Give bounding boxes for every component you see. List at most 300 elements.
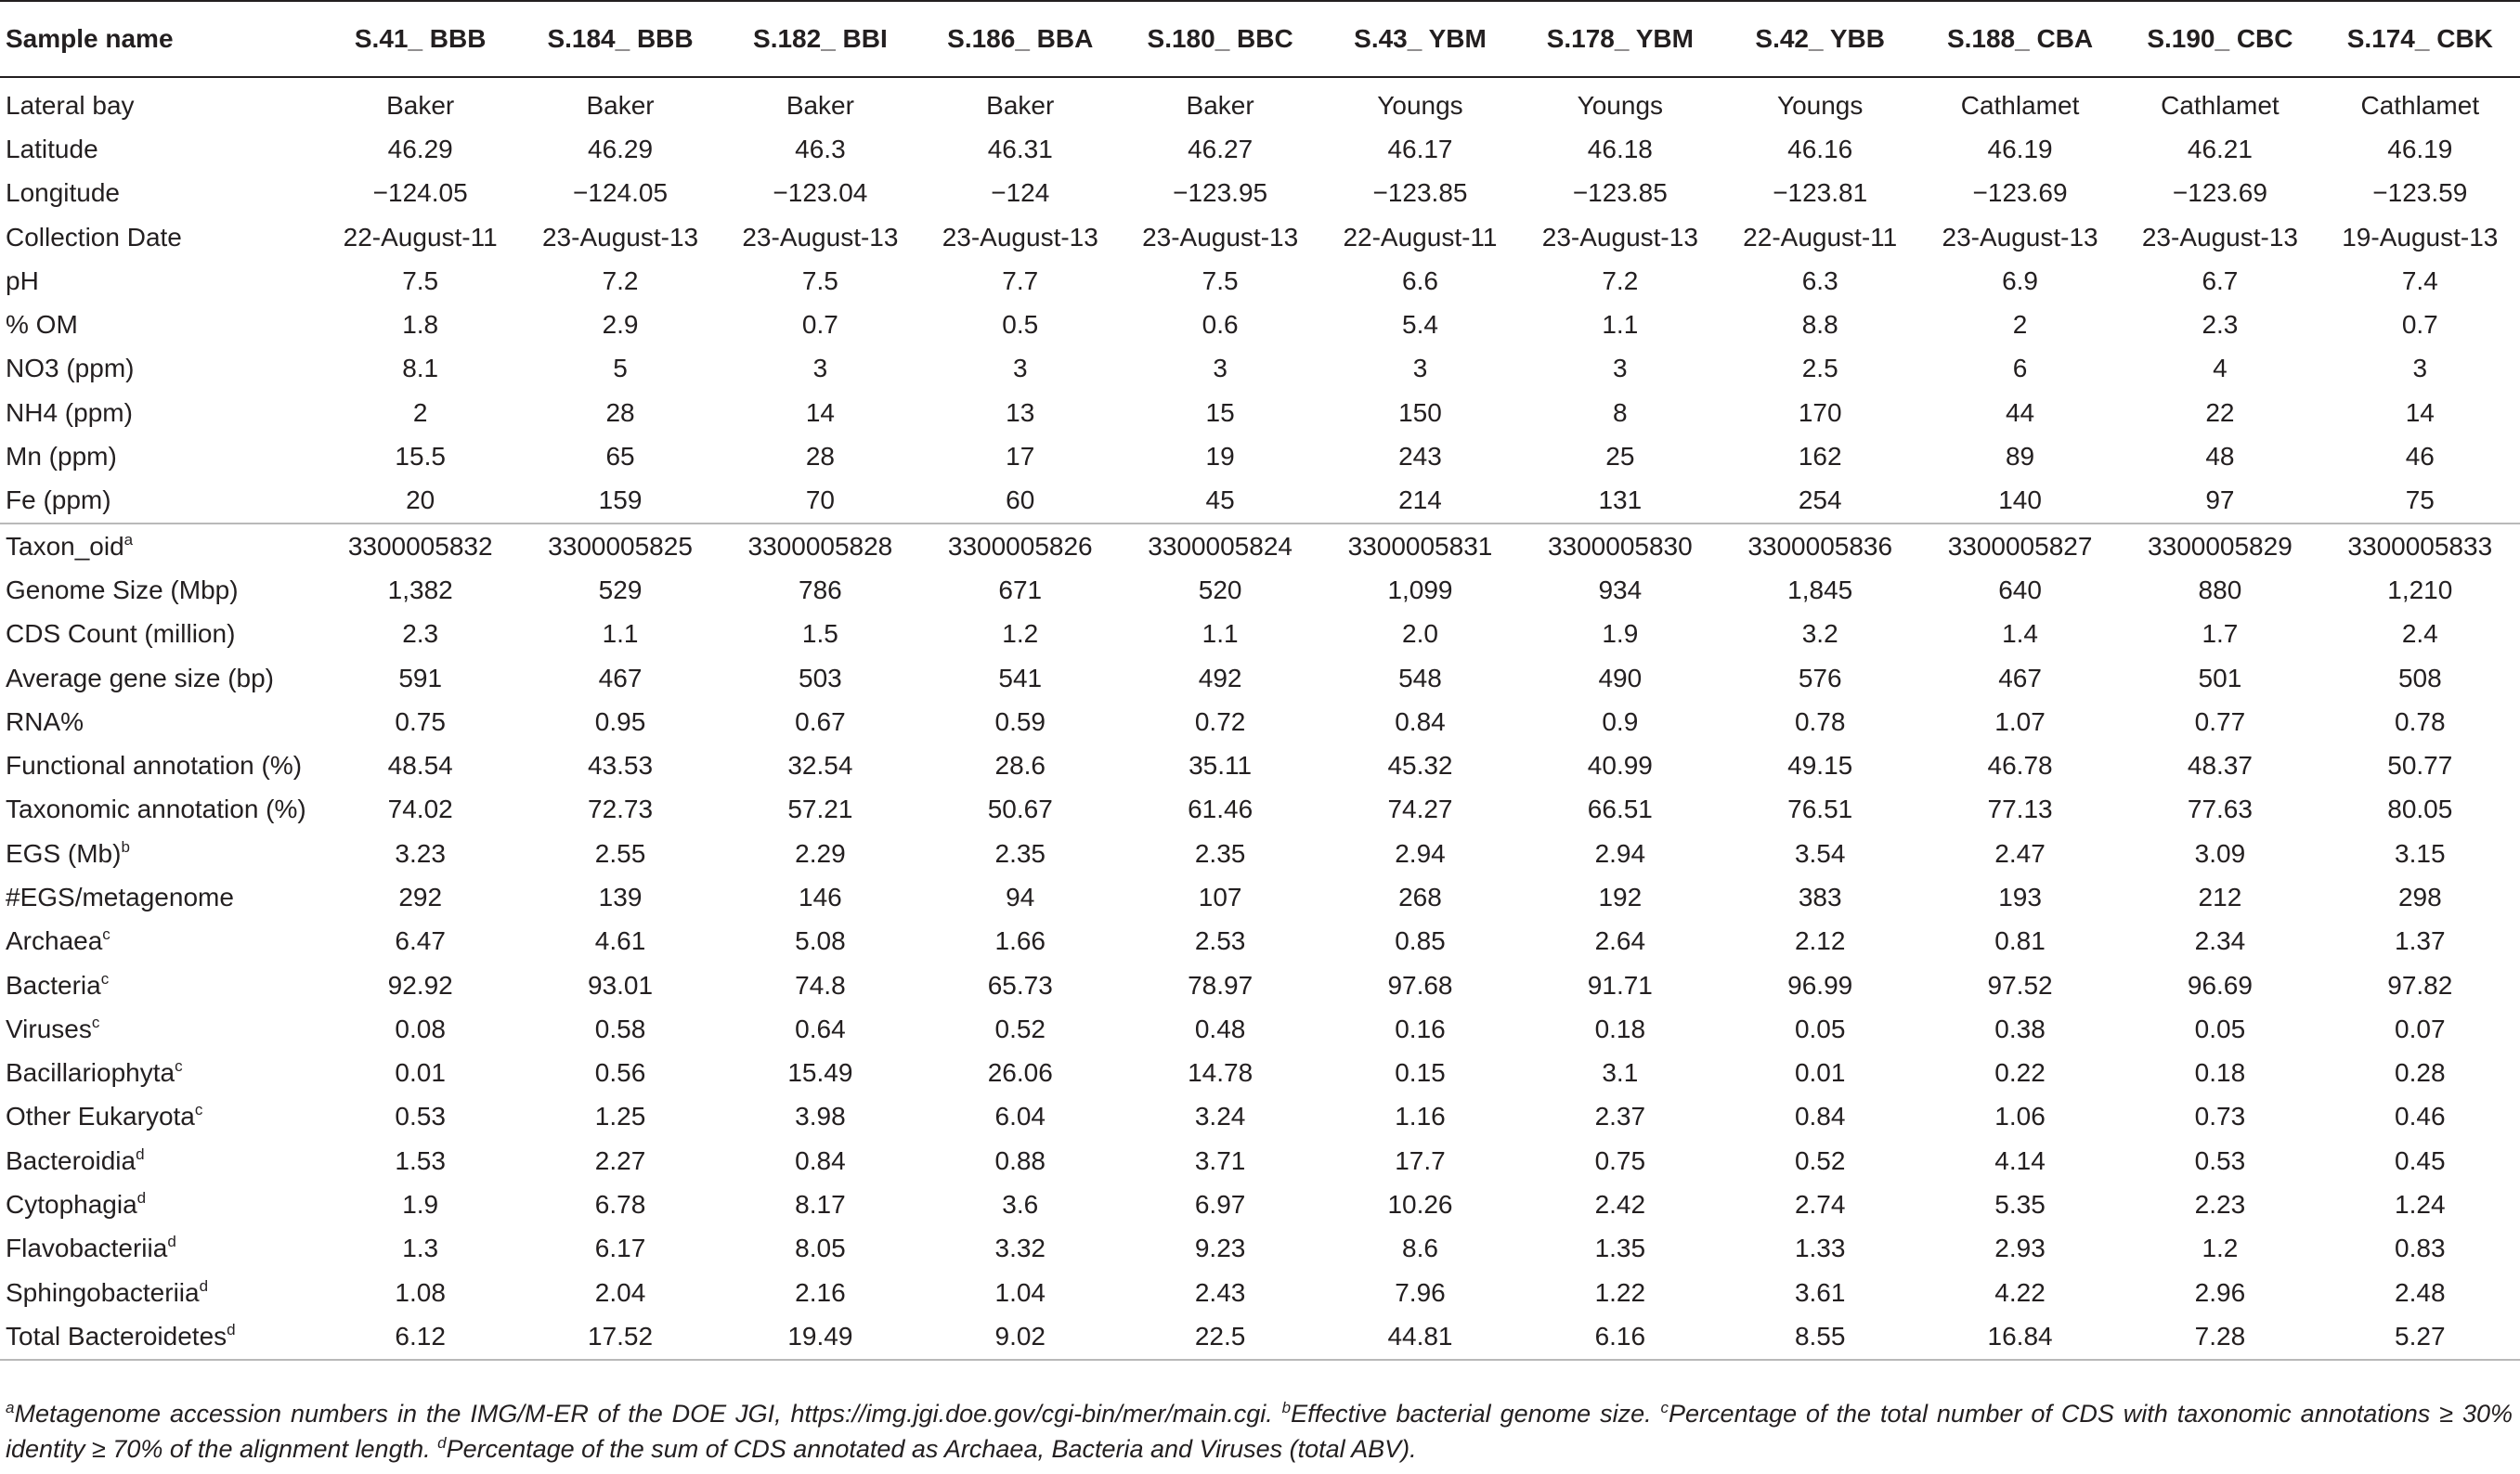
table-row xyxy=(0,1139,2520,1183)
row-label-text: Fe (ppm) xyxy=(6,485,111,515)
table-cell: 70 xyxy=(805,485,835,515)
table-cell: 5.27 xyxy=(2320,1314,2520,1359)
table-cell: 2.5 xyxy=(1801,354,1838,383)
footnote-paragraph xyxy=(6,1396,2513,1467)
table-cell: 96.69 xyxy=(2187,970,2253,1000)
table-cell: Baker xyxy=(386,90,455,120)
table-cell: 45 xyxy=(1205,485,1235,515)
table-cell: 97.82 xyxy=(2387,970,2453,1000)
row-label-text: Longitude xyxy=(6,178,121,208)
table-cell: 1.04 xyxy=(994,1277,1046,1307)
footnote-mark-d: d xyxy=(437,1434,447,1452)
table-cell: −123.69 xyxy=(2172,178,2267,208)
footnote-text-d: Percentage of the sum of CDS annotated as Archaea, Bacteria and Viruses (total ABV). xyxy=(446,1435,1417,1463)
table-cell: −124.05 xyxy=(372,178,468,208)
table-cell: 3 xyxy=(1213,354,1228,383)
header-sample-10: S.174_ CBK xyxy=(2320,1,2520,77)
table-cell: 19 xyxy=(1205,442,1235,472)
table-cell: 28 xyxy=(605,397,635,427)
table-cell: Cathlamet xyxy=(2360,90,2480,120)
table-cell: 2.43 xyxy=(1194,1277,1246,1307)
table-cell: 383 xyxy=(1798,882,1842,912)
table-cell: 0.85 xyxy=(1395,926,1446,956)
table-cell: 3.2 xyxy=(1801,619,1838,649)
table-cell: 23-August-13 xyxy=(2141,222,2298,252)
table-cell: 0.52 xyxy=(1794,1145,1846,1175)
row-label-text: Lateral bay xyxy=(6,90,135,120)
table-cell: 49.15 xyxy=(1787,751,1853,781)
row-label xyxy=(0,743,320,787)
table-cell: 7.2 xyxy=(602,265,639,295)
row-label xyxy=(0,172,320,215)
table-cell: 0.16 xyxy=(1395,1014,1446,1043)
table-cell: 6.16 xyxy=(1520,1314,1720,1359)
table-cell: 46.19 xyxy=(2387,134,2453,163)
table-cell: 2.42 xyxy=(1594,1190,1646,1220)
table-cell: 16.84 xyxy=(1920,1314,2120,1359)
table-cell: Youngs xyxy=(1377,90,1463,120)
table-cell: 19-August-13 xyxy=(2342,222,2499,252)
footnote-text-b: Effective bacterial genome size. xyxy=(1291,1400,1661,1428)
table-cell: 3.24 xyxy=(1194,1102,1246,1131)
table-cell: 3 xyxy=(812,354,828,383)
table-cell: 74.27 xyxy=(1387,795,1453,824)
row-label xyxy=(0,875,320,919)
table-cell: 0.58 xyxy=(594,1014,646,1043)
table-cell: 6.47 xyxy=(395,926,446,956)
header-sample-8: S.188_ CBA xyxy=(1920,1,2120,77)
table-cell: 4 xyxy=(2213,354,2228,383)
table-row xyxy=(0,524,2520,568)
table-cell: 1.1 xyxy=(602,619,639,649)
table-row xyxy=(0,700,2520,743)
header-sample-7: S.42_ YBB xyxy=(1721,1,1920,77)
table-cell: 6.97 xyxy=(1194,1190,1246,1220)
table-cell: 23-August-13 xyxy=(1142,222,1299,252)
table-row xyxy=(0,963,2520,1007)
table-cell: 0.88 xyxy=(994,1145,1046,1175)
row-label-text: % OM xyxy=(6,310,78,340)
table-cell: 1.22 xyxy=(1594,1277,1646,1307)
row-label-text: NO3 (ppm) xyxy=(6,354,135,383)
row-label-text: CDS Count (million) xyxy=(6,619,236,649)
row-label xyxy=(0,1139,320,1183)
table-cell: 9.02 xyxy=(920,1314,1120,1359)
table-row xyxy=(0,920,2520,963)
table-cell: 1.2 xyxy=(1002,619,1039,649)
table-cell: 97 xyxy=(2205,485,2235,515)
table-cell: 5.35 xyxy=(1994,1190,2046,1220)
header-sample-1: S.184_ BBB xyxy=(520,1,720,77)
table-cell: 0.7 xyxy=(801,310,838,340)
table-cell: 2.27 xyxy=(594,1145,646,1175)
table-cell: 3 xyxy=(1412,354,1428,383)
table-cell: 0.18 xyxy=(2194,1058,2246,1088)
table-cell: 0.05 xyxy=(1794,1014,1846,1043)
table-cell: 6.12 xyxy=(320,1314,520,1359)
table-cell: 0.15 xyxy=(1395,1058,1446,1088)
table-cell: 1.06 xyxy=(1994,1102,2046,1131)
table-cell: 671 xyxy=(998,575,1043,604)
row-label-text: Other Eukaryota xyxy=(6,1102,195,1131)
table-cell: 17 xyxy=(1006,442,1035,472)
table-cell: 107 xyxy=(1198,882,1242,912)
table-cell: 3.61 xyxy=(1794,1277,1846,1307)
table-row xyxy=(0,391,2520,434)
table-cell: 1.35 xyxy=(1594,1234,1646,1263)
table-cell: 0.73 xyxy=(2194,1102,2246,1131)
table-cell: 22.5 xyxy=(1120,1314,1319,1359)
row-label xyxy=(0,391,320,434)
table-cell: Cathlamet xyxy=(1960,90,2080,120)
table-cell: 7.5 xyxy=(1202,265,1239,295)
table-cell: 6.7 xyxy=(2202,265,2239,295)
table-cell: 19.49 xyxy=(721,1314,920,1359)
table-cell: 15.5 xyxy=(395,442,446,472)
table-cell: 4.14 xyxy=(1994,1145,2046,1175)
header-sample-6: S.178_ YBM xyxy=(1520,1,1720,77)
table-cell: 508 xyxy=(2397,663,2442,692)
table-cell: 10.26 xyxy=(1387,1190,1453,1220)
row-label xyxy=(0,656,320,700)
table-cell: 0.18 xyxy=(1594,1014,1646,1043)
table-row xyxy=(0,479,2520,524)
table-cell: 576 xyxy=(1798,663,1842,692)
table-cell: 501 xyxy=(2198,663,2242,692)
row-label xyxy=(0,700,320,743)
table-cell: Baker xyxy=(786,90,854,120)
table-cell: 1.24 xyxy=(2395,1190,2446,1220)
table-cell: 6.17 xyxy=(594,1234,646,1263)
table-cell: 32.54 xyxy=(787,751,853,781)
table-row xyxy=(0,1183,2520,1226)
row-label xyxy=(0,1227,320,1271)
row-label-text: Viruses xyxy=(6,1014,92,1043)
row-label-text: Bacteroidia xyxy=(6,1145,136,1175)
table-cell: 3300005832 xyxy=(320,524,520,568)
table-cell: 0.53 xyxy=(395,1102,446,1131)
table-cell: 3.09 xyxy=(2194,838,2246,868)
table-cell: 2.64 xyxy=(1594,926,1646,956)
table-row xyxy=(0,613,2520,656)
table-cell: 1.66 xyxy=(994,926,1046,956)
row-label xyxy=(0,347,320,391)
table-cell: 2.37 xyxy=(1594,1102,1646,1131)
table-cell: 192 xyxy=(1598,882,1643,912)
table-cell: 3.1 xyxy=(1602,1058,1639,1088)
table-cell: 20 xyxy=(406,485,435,515)
table-cell: 8.6 xyxy=(1402,1234,1438,1263)
table-cell: 23-August-13 xyxy=(942,222,1098,252)
table-cell: 0.67 xyxy=(795,706,846,736)
row-label xyxy=(0,613,320,656)
table-cell: 0.78 xyxy=(2395,706,2446,736)
table-cell: 46.18 xyxy=(1587,134,1653,163)
table-cell: 66.51 xyxy=(1587,795,1653,824)
row-label xyxy=(0,1052,320,1095)
table-cell: 2.3 xyxy=(2202,310,2239,340)
row-label xyxy=(0,963,320,1007)
table-cell: 50.77 xyxy=(2387,751,2453,781)
table-cell: 0.83 xyxy=(2395,1234,2446,1263)
footnote-mark-c: c xyxy=(1660,1399,1669,1416)
table-row xyxy=(0,347,2520,391)
table-cell: 46 xyxy=(2405,442,2435,472)
table-cell: 1.1 xyxy=(1602,310,1639,340)
header-sample-9: S.190_ CBC xyxy=(2120,1,2319,77)
table-cell: 0.28 xyxy=(2395,1058,2446,1088)
table-cell: 44 xyxy=(2005,397,2035,427)
table-cell: 46.27 xyxy=(1188,134,1254,163)
table-cell: 0.38 xyxy=(1994,1014,2046,1043)
header-sample-0: S.41_ BBB xyxy=(320,1,520,77)
table-cell: 8.8 xyxy=(1801,310,1838,340)
row-label-text: pH xyxy=(6,265,39,295)
row-label-text: RNA% xyxy=(6,706,84,736)
row-label xyxy=(0,832,320,875)
table-cell: 15 xyxy=(1205,397,1235,427)
row-label xyxy=(0,1095,320,1139)
table-cell: 8 xyxy=(1613,397,1628,427)
table-cell: 3.6 xyxy=(1002,1190,1039,1220)
table-cell: 9.23 xyxy=(1194,1234,1246,1263)
table-row xyxy=(0,127,2520,171)
row-label-text: Genome Size (Mbp) xyxy=(6,575,239,604)
table-cell: 74.8 xyxy=(795,970,846,1000)
table-cell: 0.84 xyxy=(795,1145,846,1175)
footnote-marker: d xyxy=(227,1320,236,1338)
table-cell: 17.7 xyxy=(1395,1145,1446,1175)
table-cell: 80.05 xyxy=(2387,795,2453,824)
table-cell: 3.54 xyxy=(1794,838,1846,868)
table-cell: 0.52 xyxy=(994,1014,1046,1043)
table-cell: 0.59 xyxy=(994,706,1046,736)
table-cell: 23-August-13 xyxy=(1541,222,1698,252)
table-cell: 46.19 xyxy=(1987,134,2053,163)
table-row xyxy=(0,656,2520,700)
table-cell: 48.54 xyxy=(387,751,453,781)
table-cell: 3300005825 xyxy=(520,524,720,568)
table-cell: 0.95 xyxy=(594,706,646,736)
row-label-text: Taxonomic annotation (%) xyxy=(6,795,306,824)
table-cell: 2 xyxy=(2012,310,2028,340)
table-cell: 1.4 xyxy=(2002,619,2039,649)
table-cell: 1.5 xyxy=(801,619,838,649)
table-cell: 1.8 xyxy=(402,310,439,340)
table-body xyxy=(0,77,2520,1360)
table-cell: 1,210 xyxy=(2387,575,2453,604)
table-cell: 2.94 xyxy=(1395,838,1446,868)
table-cell: 46.29 xyxy=(387,134,453,163)
header-sample-5: S.43_ YBM xyxy=(1320,1,1520,77)
table-cell: 14 xyxy=(805,397,835,427)
table-cell: 880 xyxy=(2198,575,2242,604)
table-cell: 2.9 xyxy=(602,310,639,340)
row-label xyxy=(0,524,320,568)
table-cell: 0.22 xyxy=(1994,1058,2046,1088)
table-cell: 1,099 xyxy=(1387,575,1453,604)
table-cell: 1.37 xyxy=(2395,926,2446,956)
table-cell: 541 xyxy=(998,663,1043,692)
header-sample-name: Sample name xyxy=(0,1,320,77)
table-cell: 0.64 xyxy=(795,1014,846,1043)
row-label xyxy=(0,920,320,963)
table-cell: 492 xyxy=(1198,663,1242,692)
table-cell: 3300005826 xyxy=(920,524,1120,568)
table-cell: 2.94 xyxy=(1594,838,1646,868)
table-cell: 97.52 xyxy=(1987,970,2053,1000)
table-cell: 28 xyxy=(805,442,835,472)
table-cell: 1.3 xyxy=(402,1234,439,1263)
footnote-marker: b xyxy=(121,837,130,856)
table-cell: 22-August-11 xyxy=(343,222,498,252)
table-cell: 1,845 xyxy=(1787,575,1853,604)
table-cell: 140 xyxy=(1998,485,2042,515)
footnote-marker: c xyxy=(194,1101,203,1119)
table-cell: 0.84 xyxy=(1395,706,1446,736)
row-label-text: Bacillariophyta xyxy=(6,1058,175,1088)
table-row xyxy=(0,77,2520,127)
table-cell: 23-August-13 xyxy=(541,222,699,252)
table-cell: 65.73 xyxy=(987,970,1053,1000)
table-cell: 3300005829 xyxy=(2120,524,2319,568)
table-cell: 89 xyxy=(2005,442,2035,472)
footnote-marker: d xyxy=(199,1276,209,1295)
table-cell: 3.98 xyxy=(795,1102,846,1131)
table-cell: Baker xyxy=(986,90,1055,120)
table-cell: 0.07 xyxy=(2395,1014,2446,1043)
row-label-text: NH4 (ppm) xyxy=(6,397,133,427)
table-cell: 2.16 xyxy=(795,1277,846,1307)
table-row xyxy=(0,743,2520,787)
row-label-text: Mn (ppm) xyxy=(6,442,117,472)
row-label-text: Taxon_oid xyxy=(6,531,124,561)
table-row xyxy=(0,172,2520,215)
table-cell: −123.69 xyxy=(1972,178,2068,208)
table-cell: 25 xyxy=(1605,442,1635,472)
table-cell: 3300005828 xyxy=(721,524,920,568)
table-cell: 77.63 xyxy=(2187,795,2253,824)
table-cell: 3 xyxy=(1613,354,1628,383)
table-cell: 3300005824 xyxy=(1120,524,1319,568)
table-cell: 0.56 xyxy=(594,1058,646,1088)
table-cell: 162 xyxy=(1798,442,1842,472)
table-cell: −123.59 xyxy=(2372,178,2468,208)
table-cell: Baker xyxy=(1186,90,1254,120)
table-cell: 74.02 xyxy=(387,795,453,824)
table-cell: Youngs xyxy=(1776,90,1864,120)
table-cell: 46.29 xyxy=(588,134,654,163)
row-label-text: Sphingobacteriia xyxy=(6,1277,200,1307)
row-label xyxy=(0,77,320,127)
table-cell: 6 xyxy=(2012,354,2028,383)
table-cell: −123.81 xyxy=(1773,178,1868,208)
table-cell: 8.1 xyxy=(402,354,439,383)
row-label-text: Cytophagia xyxy=(6,1190,137,1220)
table-cell: 0.5 xyxy=(1002,310,1039,340)
table-cell: 7.96 xyxy=(1395,1277,1446,1307)
table-cell: 1.1 xyxy=(1202,619,1239,649)
table-cell: 2.74 xyxy=(1794,1190,1846,1220)
table-cell: 17.52 xyxy=(520,1314,720,1359)
table-cell: 76.51 xyxy=(1787,795,1853,824)
table-cell: 2.4 xyxy=(2401,619,2438,649)
table-row xyxy=(0,1095,2520,1139)
table-cell: 1.08 xyxy=(395,1277,446,1307)
row-label xyxy=(0,568,320,612)
table-cell: 1,382 xyxy=(387,575,453,604)
table-cell: 61.46 xyxy=(1188,795,1254,824)
table-cell: 46.16 xyxy=(1787,134,1853,163)
table-cell: 254 xyxy=(1798,485,1842,515)
table-cell: 3.71 xyxy=(1194,1145,1246,1175)
table-cell: 591 xyxy=(398,663,443,692)
table-cell: 46.31 xyxy=(987,134,1053,163)
table-cell: 3300005831 xyxy=(1320,524,1520,568)
table-cell: 214 xyxy=(1398,485,1442,515)
table-cell: 8.17 xyxy=(795,1190,846,1220)
table-cell: 2.04 xyxy=(594,1277,646,1307)
table-cell: 22-August-11 xyxy=(1743,222,1898,252)
row-label-text: Flavobacteriia xyxy=(6,1234,168,1263)
footnote-mark-a: a xyxy=(6,1399,15,1416)
table-cell: 520 xyxy=(1198,575,1242,604)
table-cell: 2.12 xyxy=(1794,926,1846,956)
table-cell: 3300005833 xyxy=(2320,524,2520,568)
table-row xyxy=(0,259,2520,303)
footnote-marker: a xyxy=(123,530,134,549)
table-cell: 7.4 xyxy=(2401,265,2438,295)
table-row xyxy=(0,1052,2520,1095)
table-cell: 0.6 xyxy=(1202,310,1239,340)
table-cell: 1.9 xyxy=(1602,619,1639,649)
row-label-text: #EGS/metagenome xyxy=(6,882,234,912)
table-cell: 48.37 xyxy=(2187,751,2253,781)
table-cell: 0.9 xyxy=(1602,706,1639,736)
table-row xyxy=(0,1271,2520,1314)
table-cell: 268 xyxy=(1398,882,1442,912)
row-label xyxy=(0,1314,320,1359)
table-row xyxy=(0,434,2520,478)
table-cell: 13 xyxy=(1006,397,1035,427)
table-cell: 1.07 xyxy=(1994,706,2046,736)
table-cell: 2.53 xyxy=(1194,926,1246,956)
table-cell: 46.21 xyxy=(2187,134,2253,163)
table-cell: 14 xyxy=(2405,397,2435,427)
table-cell: 934 xyxy=(1598,575,1643,604)
table-cell: 2.34 xyxy=(2194,926,2246,956)
table-cell: 57.21 xyxy=(787,795,853,824)
footnote-text-c: Percentage of the total number of CDS with taxonomic annotations ≥ 30% identity ≥ 70% of the alignment length. xyxy=(6,1400,2513,1463)
table-cell: 35.11 xyxy=(1189,751,1253,781)
table-cell: 0.46 xyxy=(2395,1102,2446,1131)
table-row xyxy=(0,875,2520,919)
table-cell: 75 xyxy=(2405,485,2435,515)
table-cell: 640 xyxy=(1998,575,2042,604)
table-cell: 1.33 xyxy=(1794,1234,1846,1263)
table-cell: 0.01 xyxy=(395,1058,446,1088)
table-cell: 5.4 xyxy=(1402,310,1438,340)
table-cell: 4.61 xyxy=(594,926,646,956)
table-cell: 548 xyxy=(1398,663,1442,692)
table-cell: 5 xyxy=(613,354,628,383)
footnote-marker: d xyxy=(167,1233,176,1251)
header-sample-3: S.186_ BBA xyxy=(920,1,1120,77)
table-cell: 23-August-13 xyxy=(1942,222,2098,252)
table-cell: 46.3 xyxy=(795,134,846,163)
footnote-marker: c xyxy=(100,969,110,988)
table-cell: 28.6 xyxy=(994,751,1046,781)
